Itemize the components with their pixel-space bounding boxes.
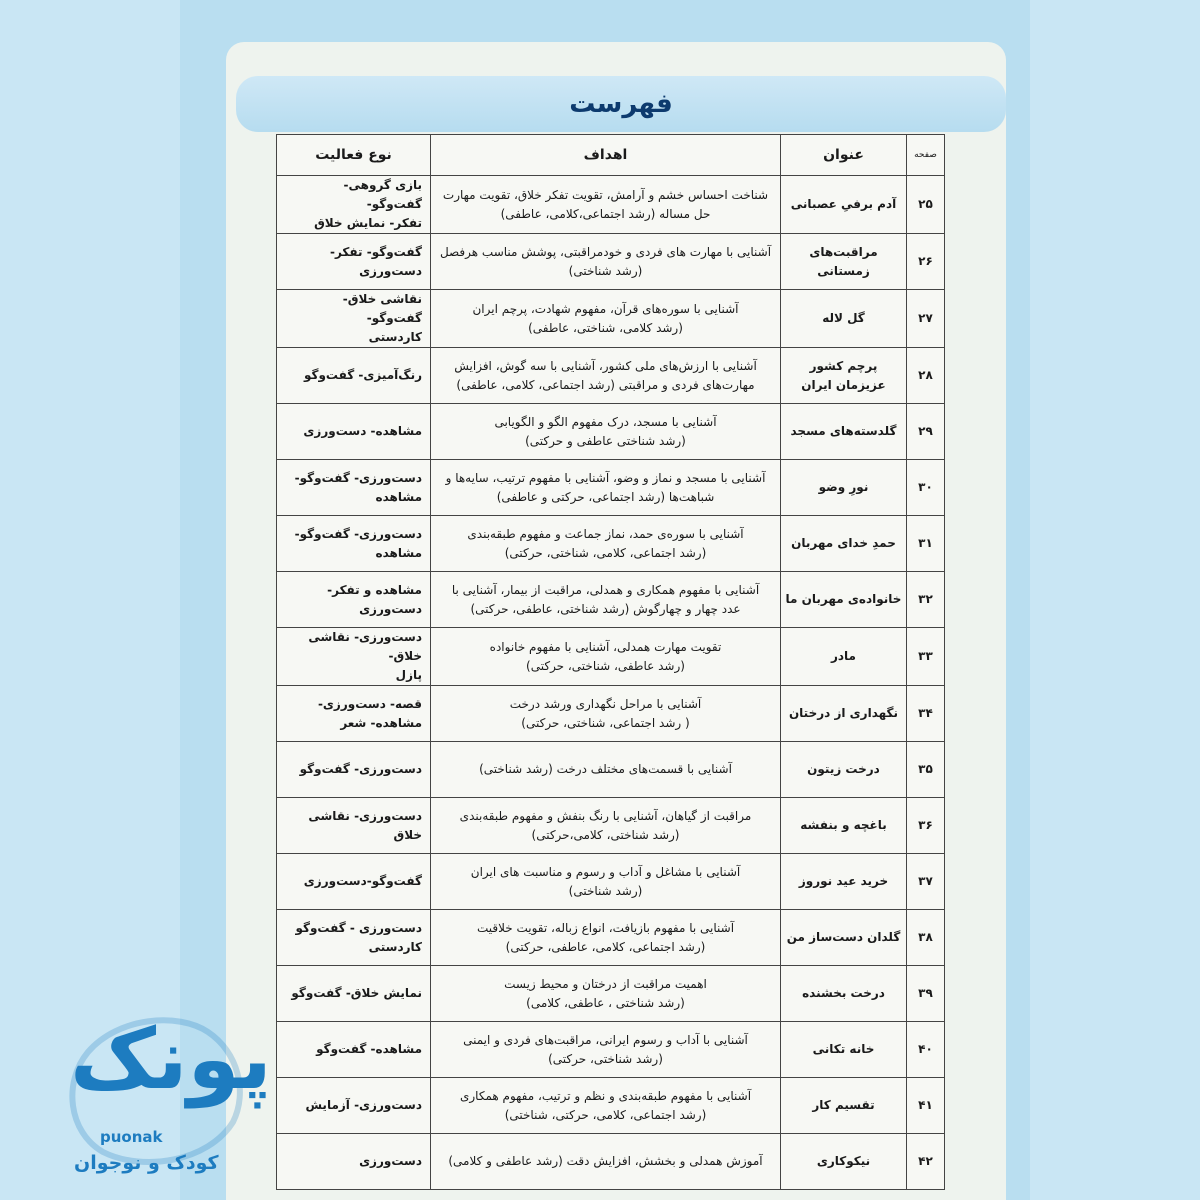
lesson-title: گلدسته‌های مسجد	[781, 404, 907, 460]
activity-line: دست‌ورزی - گفت‌وگو	[295, 920, 422, 935]
table-row	[277, 460, 945, 516]
activity-line: نقاشی خلاق- گفت‌وگو-	[342, 292, 422, 325]
lesson-title: خانه تکانی	[781, 1022, 907, 1078]
table-row	[277, 742, 945, 798]
activity-line: کاردستی	[368, 330, 422, 344]
goal-line: (رشد کلامی، شناختی، عاطفی)	[528, 320, 683, 335]
goal-line: آشنایی با مفهوم طبقه‌بندی و نظم و ترتیب، مفهوم همکاری	[459, 1088, 752, 1103]
goal-line: (رشد اجتماعی، کلامی، حرکتی، شناختی)	[504, 1107, 707, 1122]
page-number: ۴۱	[907, 1078, 945, 1134]
lesson-title: گلدان دست‌ساز من	[781, 910, 907, 966]
table-row	[277, 686, 945, 742]
activity-type	[277, 460, 431, 516]
activity-line: نمایش خلاق- گفت‌وگو	[291, 986, 422, 1000]
lesson-title: گل لاله	[781, 290, 907, 348]
table-row	[277, 1134, 945, 1190]
page-title: فهرست	[569, 89, 673, 119]
activity-line: دست‌ورزی- نقاشی خلاق-	[308, 630, 422, 663]
goal-line: عدد چهار و چهارگوش (رشد شناختی، عاطفی، حرکتی)	[470, 601, 741, 616]
activity-line: قصه- دست‌ورزی-	[317, 696, 422, 711]
lesson-goals	[431, 628, 781, 686]
activity-line: کاردستی	[368, 939, 422, 954]
activity-line: دست‌ورزی- گفت‌وگو-	[294, 526, 422, 541]
table-row	[277, 572, 945, 628]
page-number: ۳۳	[907, 628, 945, 686]
page-number: ۳۰	[907, 460, 945, 516]
lesson-goals	[431, 1022, 781, 1078]
activity-line: مشاهده- دست‌ورزی	[303, 424, 422, 438]
page-number: ۴۰	[907, 1022, 945, 1078]
activity-type	[277, 798, 431, 854]
lesson-goals	[431, 348, 781, 404]
goal-line: آموزش همدلی و بخشش، افزایش دقت (رشد عاطفی و کلامی)	[448, 1154, 763, 1168]
activity-type	[277, 1134, 431, 1190]
activity-type	[277, 686, 431, 742]
activity-line: بازی گروهی- گفت‌وگو-	[343, 178, 422, 211]
goal-line: (رشد شناختی، کلامی،حرکتی)	[531, 827, 680, 842]
goal-line: (رشد شناختی ، عاطفی، کلامی)	[526, 995, 685, 1010]
activity-line: گفت‌وگو-دست‌ورزی	[303, 874, 422, 888]
goal-line: (رشد اجتماعی، کلامی، شناختی، حرکتی)	[504, 545, 707, 560]
activity-line: دست‌ورزی- گفت‌وگو-	[294, 470, 422, 485]
table-row	[277, 1078, 945, 1134]
lesson-title: آدم برفیِ عصبانی	[781, 176, 907, 234]
activity-line: مشاهده و تفکر- دست‌ورزی	[327, 582, 422, 616]
goal-line: آشنایی با سوره‌های قرآن، مفهوم شهادت، پرچم ایران	[472, 301, 739, 316]
lesson-goals	[431, 686, 781, 742]
goal-line: آشنایی با مسجد، درک مفهوم الگو و الگویابی	[494, 414, 717, 429]
activity-type	[277, 516, 431, 572]
activity-type	[277, 966, 431, 1022]
page-number: ۲۵	[907, 176, 945, 234]
lesson-goals	[431, 966, 781, 1022]
page-number: ۳۸	[907, 910, 945, 966]
activity-type	[277, 910, 431, 966]
activity-type	[277, 404, 431, 460]
activity-line: دست‌ورزی- گفت‌وگو	[299, 762, 422, 776]
activity-line: مشاهده- گفت‌وگو	[316, 1042, 422, 1056]
goal-line: آشنایی با مهارت های فردی و خودمراقبتی، پوشش مناسب هرفصل	[439, 244, 772, 259]
header-title: عنوان	[781, 135, 907, 176]
table-row	[277, 290, 945, 348]
header-page: صفحه	[907, 135, 945, 176]
activity-line: رنگ‌آمیزی- گفت‌وگو	[303, 368, 422, 382]
goal-line: آشنایی با مسجد و نماز و وضو، آشنایی با مفهوم ترتیب، سایه‌ها و	[445, 470, 766, 485]
table-row	[277, 516, 945, 572]
page-number: ۲۷	[907, 290, 945, 348]
table-row	[277, 176, 945, 234]
lesson-goals	[431, 572, 781, 628]
goal-line: (رشد شناختی)	[568, 263, 643, 278]
page-number: ۲۸	[907, 348, 945, 404]
activity-type	[277, 572, 431, 628]
page-number: ۴۲	[907, 1134, 945, 1190]
table-row	[277, 854, 945, 910]
activity-line: مشاهده- شعر	[340, 715, 422, 730]
goal-line: مراقبت از گیاهان، آشنایی با رنگ بنفش و مفهوم طبقه‌بندی	[459, 808, 752, 823]
activity-type	[277, 742, 431, 798]
goal-line: شباهت‌ها (رشد اجتماعی، حرکتی و عاطفی)	[496, 489, 715, 504]
watermark-subtitle: کودک و نوجوان	[74, 1152, 219, 1174]
activity-type	[277, 1022, 431, 1078]
goal-line: ( رشد اجتماعی، شناختی، حرکتی)	[521, 715, 690, 730]
activity-line: پازل	[395, 668, 422, 682]
goal-line: آشنایی با ارزش‌های ملی کشور، آشنایی با سه گوش، افزایش	[454, 358, 757, 373]
page-number: ۲۹	[907, 404, 945, 460]
goal-line: آشنایی با سوره‌ی حمد، نماز جماعت و مفهوم طبقه‌بندی	[467, 526, 744, 541]
lesson-title: باغچه و بنفشه	[781, 798, 907, 854]
activity-line: تفکر- نمایش خلاق	[314, 216, 422, 230]
page-number: ۳۷	[907, 854, 945, 910]
header-goals: اهداف	[431, 135, 781, 176]
lesson-goals	[431, 290, 781, 348]
page-number: ۳۴	[907, 686, 945, 742]
lesson-title: نورِ وضو	[781, 460, 907, 516]
lesson-title: خرید عید نوروز	[781, 854, 907, 910]
goal-line: (رشد عاطفی، شناختی، حرکتی)	[526, 658, 685, 673]
table-row	[277, 798, 945, 854]
lesson-goals	[431, 742, 781, 798]
activity-type	[277, 1078, 431, 1134]
lesson-title: حمدِ خدای مهربان	[781, 516, 907, 572]
activity-type	[277, 234, 431, 290]
lesson-title: مادر	[781, 628, 907, 686]
table-row	[277, 404, 945, 460]
goal-line: تقویت مهارت همدلی، آشنایی با مفهوم خانواده	[489, 639, 722, 654]
goal-line: آشنایی با قسمت‌های مختلف درخت (رشد شناختی)	[479, 762, 732, 776]
table-row	[277, 1022, 945, 1078]
lesson-title: مراقبت‌های زمستانی	[781, 234, 907, 290]
page-number: ۳۶	[907, 798, 945, 854]
lesson-goals	[431, 404, 781, 460]
lesson-title: درخت زیتون	[781, 742, 907, 798]
page-number: ۳۹	[907, 966, 945, 1022]
goal-line: آشنایی با آداب و رسوم ایرانی، مراقبت‌های فردی و ایمنی	[463, 1032, 748, 1047]
goal-line: حل مساله (رشد اجتماعی،کلامی، عاطفی)	[500, 206, 711, 221]
page-number: ۲۶	[907, 234, 945, 290]
page-number: ۳۲	[907, 572, 945, 628]
activity-type	[277, 290, 431, 348]
activity-line: دست‌ورزی- آزمایش	[305, 1098, 422, 1112]
lesson-goals	[431, 1078, 781, 1134]
activity-line: دست‌ورزی	[359, 1154, 422, 1168]
activity-type	[277, 348, 431, 404]
lesson-goals	[431, 460, 781, 516]
goal-line: آشنایی با مفهوم بازیافت، انواع زباله، تقویت خلاقیت	[476, 920, 735, 935]
table-row	[277, 910, 945, 966]
activity-line: مشاهده	[375, 489, 422, 504]
activity-line: گفت‌وگو- تفکر- دست‌ورزی	[329, 244, 422, 278]
lesson-goals	[431, 234, 781, 290]
goal-line: آشنایی با مراحل نگهداری ورشد درخت	[509, 696, 702, 711]
goal-line: آشنایی با مشاغل و آداب و رسوم و مناسبت های ایران	[470, 864, 741, 879]
table-row	[277, 348, 945, 404]
goal-line: (رشد اجتماعی، کلامی، عاطفی، حرکتی)	[505, 939, 706, 954]
lesson-title: نیکوکاری	[781, 1134, 907, 1190]
lesson-goals	[431, 1134, 781, 1190]
title-band	[236, 76, 1006, 132]
table-row	[277, 628, 945, 686]
activity-type	[277, 628, 431, 686]
lesson-goals	[431, 798, 781, 854]
table-of-contents	[276, 134, 945, 1190]
goal-line: اهمیت مراقبت از درختان و محیط زیست	[504, 976, 707, 991]
lesson-goals	[431, 516, 781, 572]
activity-type	[277, 854, 431, 910]
table-header-row	[277, 135, 945, 176]
activity-type	[277, 176, 431, 234]
lesson-goals	[431, 910, 781, 966]
lesson-goals	[431, 854, 781, 910]
goal-line: مهارت‌های فردی و مراقبتی (رشد اجتماعی، کلامی، عاطفی)	[456, 377, 755, 392]
watermark-logo-text: پونک	[70, 1010, 272, 1108]
lesson-title: خانواده‌ی مهربان ما	[781, 572, 907, 628]
goal-line: (رشد شناختی)	[568, 883, 643, 898]
table-row	[277, 966, 945, 1022]
goal-line: (رشد شناختی عاطفی و حرکتی)	[525, 433, 686, 448]
lesson-title: تقسیم کار	[781, 1078, 907, 1134]
page-number: ۳۵	[907, 742, 945, 798]
watermark-english: puonak	[100, 1128, 163, 1146]
lesson-title: درخت بخشنده	[781, 966, 907, 1022]
table-row	[277, 234, 945, 290]
goal-line: (رشد شناختی، حرکتی)	[548, 1051, 663, 1066]
table-body	[277, 176, 945, 1190]
lesson-goals	[431, 176, 781, 234]
goal-line: آشنایی با مفهوم همکاری و همدلی، مراقبت از بیمار، آشنایی با	[451, 582, 760, 597]
lesson-title: نگهداری از درختان	[781, 686, 907, 742]
goal-line: شناخت احساس خشم و آرامش، تقویت تفکر خلاق، تقویت مهارت	[442, 187, 769, 202]
page-number: ۳۱	[907, 516, 945, 572]
header-activity: نوع فعالیت	[277, 135, 431, 176]
activity-line: دست‌ورزی- نقاشی خلاق	[308, 808, 422, 842]
activity-line: مشاهده	[375, 545, 422, 560]
lesson-title: پرچم کشور عزیزمان ایران	[781, 348, 907, 404]
